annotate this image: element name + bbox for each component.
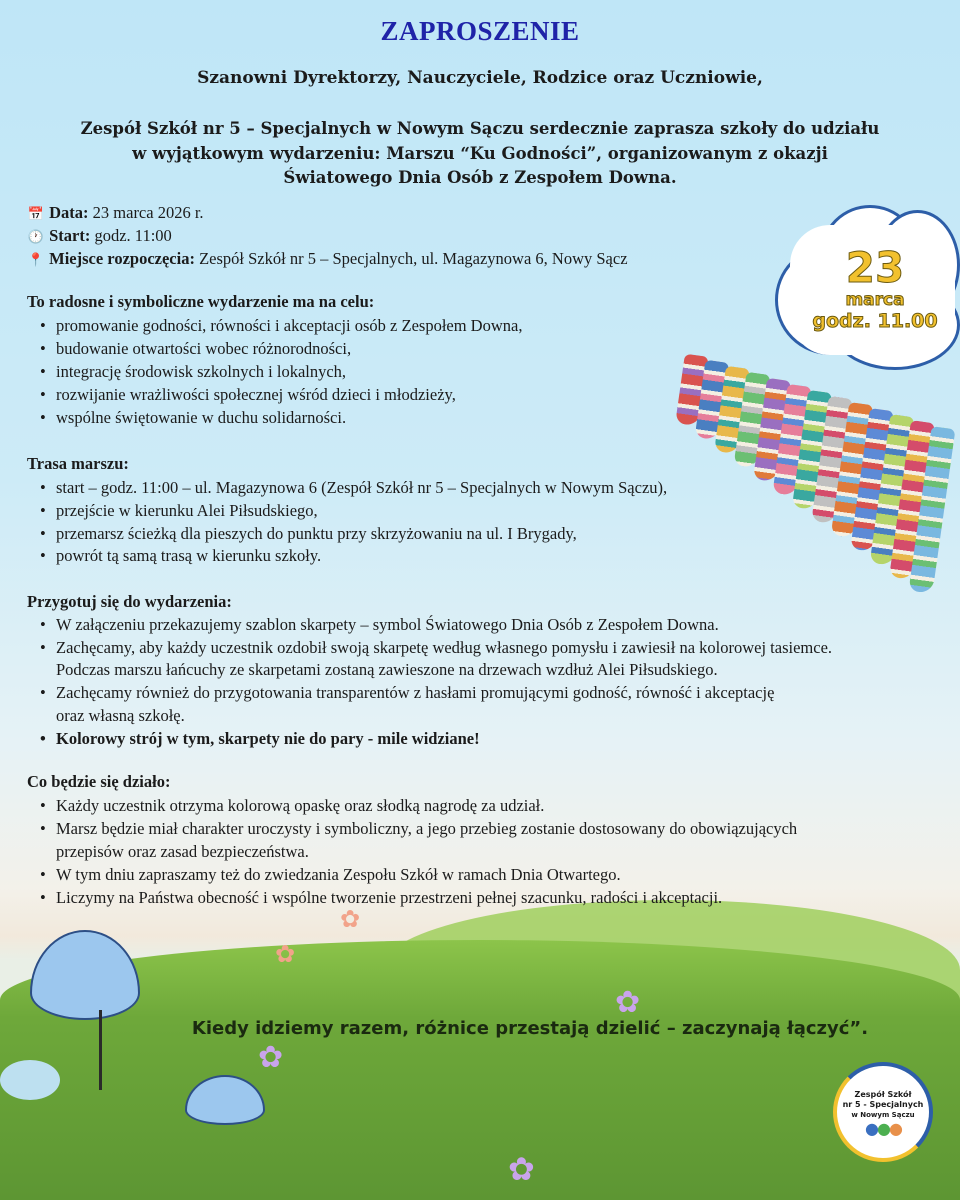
list-item: • start – godz. 11:00 – ul. Magazynowa 6 (Zespół Szkół nr 5 – Specjalnych w Nowym Sączu), xyxy=(40,478,667,498)
list-item: • przejście w kierunku Alei Piłsudskiego, xyxy=(40,501,318,521)
start-row: 🕐 Start: godz. 11:00 xyxy=(27,226,172,245)
list-item: • Marsz będzie miał charakter uroczysty i symboliczny, a jego przebieg zostanie dostosowany do obowiązujących xyxy=(40,819,797,839)
greeting: Szanowni Dyrektorzy, Nauczyciele, Rodzice oraz Uczniowie, xyxy=(197,68,763,88)
happening-heading: Co będzie się działo: xyxy=(27,772,171,791)
cloud-day: 23 xyxy=(845,243,905,292)
grass-background xyxy=(0,940,960,1200)
route-heading: Trasa marszu: xyxy=(27,454,129,473)
goals-heading: To radosne i symboliczne wydarzenie ma na celu: xyxy=(27,292,375,311)
list-item: • W załączeniu przekazujemy szablon skarpety – symbol Światowego Dnia Osób z Zespołem Downa. xyxy=(40,615,719,635)
prepare-heading: Przygotuj się do wydarzenia: xyxy=(27,592,232,611)
list-item: • Liczymy na Państwa obecność i wspólne tworzenie przestrzeni pełnej szacunku, radości i akceptacji. xyxy=(40,888,722,908)
intro-line: Zespół Szkół nr 5 – Specjalnych w Nowym Sączu serdecznie zaprasza szkoły do udziału xyxy=(80,119,880,138)
list-item: • integrację środowisk szkolnych i lokalnych, xyxy=(40,362,346,382)
list-item: • wspólne świętowanie w duchu solidarności. xyxy=(40,408,346,428)
flower-icon: ✿ xyxy=(615,985,641,1020)
list-item: • Każdy uczestnik otrzyma kolorową opaskę oraz słodką nagrodę za udział. xyxy=(40,796,544,816)
list-item: • powrót tą samą trasą w kierunku szkoły. xyxy=(40,546,321,566)
list-item: • Zachęcamy, aby każdy uczestnik ozdobił swoją skarpetę według własnego pomysłu i zawiesił na kolorowej tasiemce. xyxy=(40,638,832,658)
pin-icon: 📍 xyxy=(27,253,45,268)
list-item: • promowanie godności, równości i akceptacji osób z Zespołem Downa, xyxy=(40,316,522,336)
calendar-icon: 📅 xyxy=(27,207,45,222)
school-logo: Zespół Szkół nr 5 - Specjalnych w Nowym Sączu ●●● xyxy=(833,1062,933,1162)
list-item: • budowanie otwartości wobec różnorodności, xyxy=(40,339,351,359)
place-row: 📍 Miejsce rozpoczęcia: Zespół Szkół nr 5 – Specjalnych, ul. Magazynowa 6, Nowy Sącz xyxy=(27,249,628,268)
date-row: 📅 Data: 23 marca 2026 r. xyxy=(27,203,204,222)
flower-icon: ✿ xyxy=(258,1040,284,1075)
flower-icon xyxy=(0,1060,60,1100)
intro-line: w wyjątkowym wydarzeniu: Marszu “Ku Godności”, organizowanym z okazji xyxy=(132,144,828,163)
cloud-time: godz. 11.00 xyxy=(812,310,938,332)
flower-icon xyxy=(30,930,140,1020)
list-item: • W tym dniu zapraszamy też do zwiedzania Zespołu Szkół w ramach Dnia Otwartego. xyxy=(40,865,621,885)
page-title: ZAPROSZENIE xyxy=(380,16,580,46)
list-item: • przemarsz ścieżką dla pieszych do punktu przy skrzyżowaniu na ul. I Brygady, xyxy=(40,524,577,544)
list-item-continuation: oraz własną szkołę. xyxy=(56,706,185,725)
list-item-continuation: przepisów oraz zasad bezpieczeństwa. xyxy=(56,842,309,861)
list-item: • Zachęcamy również do przygotowania transparentów z hasłami promującymi godność, równość i akceptację xyxy=(40,683,774,703)
intro-line: Światowego Dnia Osób z Zespołem Downa. xyxy=(283,168,677,187)
flower-icon: ✿ xyxy=(275,940,296,968)
quote: Kiedy idziemy razem, różnice przestają dzielić – zaczynają łączyć”. xyxy=(191,1018,869,1039)
list-item-continuation: Podczas marszu łańcuchy ze skarpetami zostaną zawieszone na drzewach wzdłuż Alei Piłsudskiego. xyxy=(56,660,718,679)
list-item: • rozwijanie wrażliwości społecznej wśród dzieci i młodzieży, xyxy=(40,385,456,405)
flower-icon: ✿ xyxy=(508,1150,535,1188)
clock-icon: 🕐 xyxy=(27,230,45,245)
flower-icon: ✿ xyxy=(340,905,361,933)
cloud-month: marca xyxy=(845,290,905,310)
list-item: • Kolorowy strój w tym, skarpety nie do pary - mile widziane! xyxy=(40,729,480,749)
